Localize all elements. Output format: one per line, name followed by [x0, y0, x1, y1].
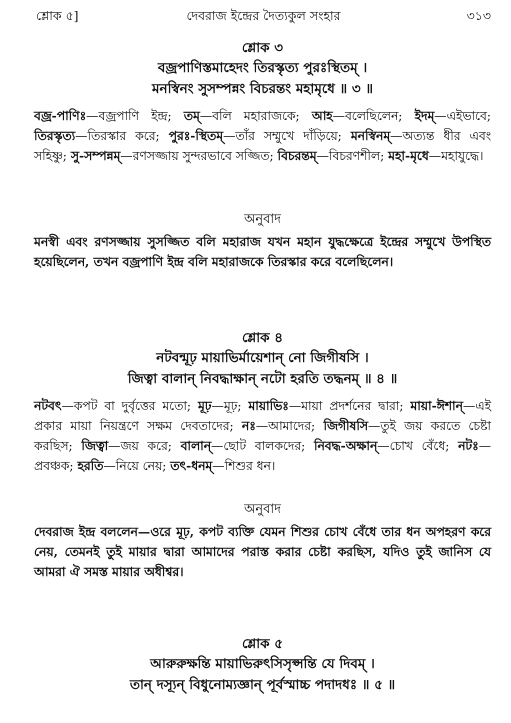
- synonym-term: মহা-মৃধে: [388, 148, 429, 163]
- synonym-meaning: বলেছিলেন;: [344, 109, 415, 123]
- verse-3-line-2: মনস্বিনং সুসম্পন্নং বিচরন্তং মহামৃধে ॥ ৩ ॥: [152, 81, 373, 97]
- synonym-meaning: এই প্রকার মায়া নিয়ন্ত্রণে সক্ষম দেবতাদের;: [34, 399, 491, 433]
- synonym-meaning: নিয়ে নেয়;: [115, 459, 171, 473]
- verse-4-heading: শ্লোক ৪: [241, 330, 284, 346]
- synonym-meaning: বিচরণশীল;: [328, 149, 389, 163]
- synonym-meaning: মহাযুদ্ধে।: [441, 149, 484, 163]
- header-verse-ref: শ্লোক ৫]: [36, 8, 79, 23]
- synonym-term: তম্: [183, 108, 200, 123]
- synonym-meaning: শিশুর ধন।: [224, 459, 276, 473]
- synonym-term: বালান্: [180, 438, 212, 453]
- synonym-term: ইদম্: [414, 108, 435, 123]
- synonym-term: বিচরন্তম্: [277, 148, 317, 163]
- synonym-term: বজ্র-পাণিঃ: [34, 108, 87, 123]
- verse-5-line-1: আরুরুক্ষন্তি মায়াভিরুৎসিসৃপ্সন্তি যে দিবম্ ।: [150, 656, 375, 672]
- header-page-number: ৩১৩: [466, 8, 491, 23]
- verse-3-translation-heading: অনুবাদ: [244, 212, 281, 227]
- synonym-meaning: প্রবঞ্চক;: [34, 459, 78, 473]
- synonym-meaning: জয় করে;: [120, 439, 181, 453]
- synonym-term: মূঢ়: [197, 398, 212, 413]
- synonym-term: নিবদ্ধ-অক্ষান্: [313, 438, 378, 453]
- synonym-meaning: আমাদের;: [268, 419, 324, 433]
- verse-4-translation: দেবরাজ ইন্দ্র বললেন—ওরে মূঢ়, কপট ব্যক্তি যেমন শিশুর চোখ বেঁধে তার ধন অপহরণ করে নেয়, তেমনই তুই মায়ার দ্বারা আমাদের পরাস্ত করার চেষ্টা করছিস, যদিও তুই জানিস যে আমরা ঐ সমস্ত মায়ার অধীশ্বর।: [34, 524, 491, 579]
- synonym-term: মনস্বিনম্: [350, 128, 391, 143]
- synonym-term: তৎ-ধনম্: [170, 458, 213, 473]
- synonym-term: আহ: [311, 108, 333, 123]
- synonym-meaning: মূঢ়;: [223, 399, 249, 413]
- synonym-term: মায়াভিঃ: [248, 398, 289, 413]
- verse-3-translation: মনস্বী এবং রণসজ্জায় সুসজ্জিত বলি মহারাজ যখন মহান যুদ্ধক্ষেত্রে ইন্দ্রের সম্মুখে উপস্থিত হয়েছিলেন, তখন বজ্রপাণি ইন্দ্র বলি মহারাজকে তিরস্কার করে বলেছিলেন।: [34, 234, 491, 269]
- synonym-meaning: মায়া প্রদর্শনের দ্বারা;: [301, 399, 411, 413]
- synonym-meaning: বজ্রপাণি ইন্দ্র;: [98, 109, 184, 123]
- synonym-meaning: তাঁর সম্মুখে দাঁড়িয়ে;: [235, 129, 351, 143]
- verse-3-heading: শ্লোক ৩: [241, 40, 284, 56]
- verse-4-text: [34, 348, 491, 390]
- synonym-term: জিত্বা: [81, 438, 109, 453]
- verse-4-synonyms: নটবৎ—কপট বা দুর্বৃত্তের মতো; মূঢ়—মূঢ়; মায়াভিঃ—মায়া প্রদর্শনের দ্বারা; মায়া-ঈশান্—এই প্রকার মায়া নিয়ন্ত্রণে সক্ষম দেবতাদের; নঃ—আমাদের; জিগীষসি—তুই জয় করতে চেষ্টা করছিস; জিত্বা—জয় করে; বালান্—ছোট বালকদের; নিবদ্ধ-অক্ষান্—চোখ বেঁধে; নটঃ—প্রবঞ্চক; হরতি—নিয়ে নেয়; তৎ-ধনম্—শিশুর ধন।: [34, 398, 491, 473]
- synonym-meaning: কপট বা দুর্বৃত্তের মতো;: [73, 399, 198, 413]
- synonym-term: হরতি: [77, 458, 104, 473]
- verse-4-line-1: নটবন্মূঢ় মায়াভির্মায়েশান্ নো জিগীষসি ।: [156, 350, 369, 366]
- running-header: [36, 8, 491, 28]
- synonym-meaning: চোখ বেঁধে;: [389, 439, 459, 453]
- verse-3-line-1: বজ্রপাণিস্তমাহেদং তিরস্কৃত্য পুরঃস্থিতম্ ।: [157, 60, 368, 76]
- synonym-meaning: তুই জয় করতে চেষ্টা করছিস;: [34, 419, 491, 453]
- synonym-meaning: এইভাবে;: [446, 109, 491, 123]
- synonym-term: মায়া-ঈশান্: [410, 398, 463, 413]
- verse-4-line-2: জিত্বা বালান্ নিবদ্ধাক্ষান্ নটো হরতি তদ্ধনম্ ॥ ৪ ॥: [127, 371, 398, 387]
- verse-3-synonyms: বজ্র-পাণিঃ—বজ্রপাণি ইন্দ্র; তম্—বলি মহারাজকে; আহ—বলেছিলেন; ইদম্—এইভাবে; তিরস্কৃত্য—তিরস্কার করে; পুরঃ-স্থিতম্—তাঁর সম্মুখে দাঁড়িয়ে; মনস্বিনম্—অত্যন্ত ধীর এবং সহিষ্ণু; সু-সম্পন্নম্—রণসজ্জায় সুন্দরভাবে সজ্জিত; বিচরন্তম্—বিচরণশীল; মহা-মৃধে—মহাযুদ্ধে।: [34, 108, 492, 163]
- synonym-meaning: তিরস্কার করে;: [87, 129, 169, 143]
- synonym-meaning: বলি মহারাজকে;: [212, 109, 312, 123]
- verse-5-text: [34, 654, 491, 696]
- synonym-term: তিরস্কৃত্য: [34, 128, 76, 143]
- header-chapter-title: দেবরাজ ইন্দ্রের দৈত্যকুল সংহার: [186, 8, 341, 23]
- verse-3-text: [34, 58, 491, 100]
- synonym-meaning: ছোট বালকদের;: [223, 439, 314, 453]
- verse-5-heading: শ্লোক ৫: [241, 636, 284, 652]
- synonym-term: সু-সম্পন্নম্: [70, 148, 121, 163]
- verse-5-line-2: তান্ দস্যূন্ বিধুনোম্যজ্ঞান্ পূর্বস্মাচ্চ পদাদধঃ ॥ ৫ ॥: [129, 677, 396, 693]
- synonym-meaning: অত্যন্ত ধীর এবং সহিষ্ণু;: [34, 129, 492, 163]
- synonym-term: নটঃ: [458, 438, 479, 453]
- synonym-term: জিগীষসি: [323, 418, 368, 433]
- synonym-term: পুরঃ-স্থিতম্: [168, 128, 224, 143]
- synonym-term: নঃ: [241, 418, 256, 433]
- synonym-meaning: রণসজ্জায় সুন্দরভাবে সজ্জিত;: [132, 149, 278, 163]
- synonym-term: নটবৎ: [34, 398, 62, 413]
- verse-4-translation-heading: অনুবাদ: [244, 502, 281, 517]
